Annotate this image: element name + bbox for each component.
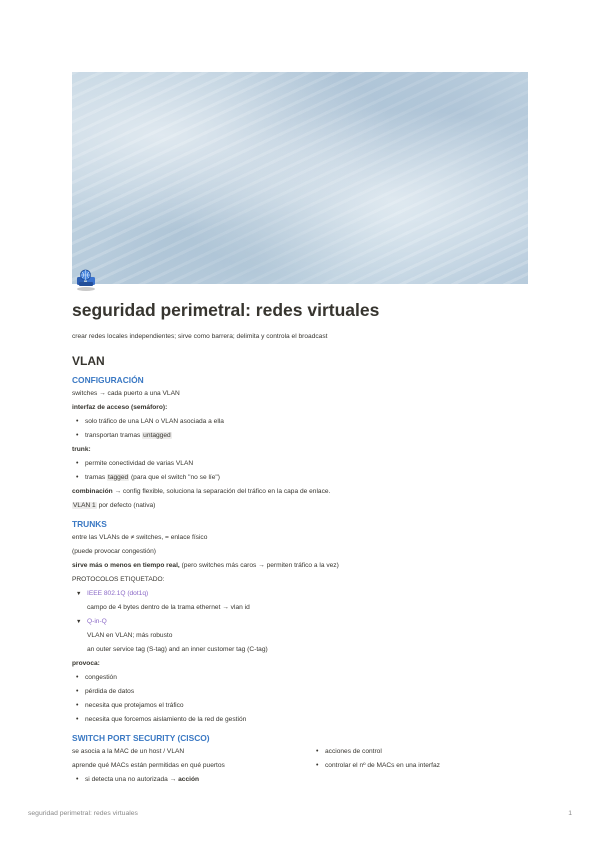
port-security-actions	[312, 745, 532, 773]
port-security-list	[72, 773, 312, 787]
list-item	[72, 773, 312, 787]
port-security-line: aprende qué MACs están permitidas en qué puertos	[72, 762, 225, 769]
port-security-columns	[72, 745, 532, 787]
item-text: tramas	[85, 474, 107, 481]
list-item: • necesita que protejamos el tráfico	[72, 699, 532, 713]
bold-text: sirve más o menos en tiempo real,	[72, 562, 180, 569]
inline-code: untagged	[143, 432, 171, 439]
item-text: (para que el switch "no se líe")	[129, 474, 220, 481]
inline-code: VLAN 1	[73, 502, 96, 509]
protocol-desc: an outer service tag (S-tag) and an inner customer tag (C-tag)	[87, 646, 268, 653]
intro-text: crear redes locales independientes; sirve como barrera; delimita y controla el broadcast	[72, 333, 328, 340]
trunks-heading: TRUNKS	[72, 519, 107, 529]
bold-text: acción	[178, 776, 199, 783]
footer-title: seguridad perimetral: redes virtuales	[28, 810, 138, 817]
toggle-qinq[interactable]	[76, 615, 532, 629]
port-security-heading: SWITCH PORT SECURITY (CISCO)	[72, 733, 210, 743]
item-text: transportan tramas	[85, 432, 143, 439]
protocol-desc: VLAN en VLAN; más robusto	[87, 632, 173, 639]
vlan-heading: VLAN	[72, 354, 105, 368]
list-item: • acciones de control	[312, 745, 532, 759]
item-text: si detecta una no autorizada →	[85, 776, 179, 783]
right-column	[312, 745, 532, 787]
config-line: switches → cada puerto a una VLAN	[72, 390, 180, 397]
combination-text: → config flexible, soluciona la separación del tráfico en la capa de enlace.	[112, 488, 331, 495]
config-heading: CONFIGURACIÓN	[72, 375, 144, 385]
provoca-label: provoca:	[72, 660, 100, 667]
inline-code: tagged	[107, 474, 129, 481]
list-item: • solo tráfico de una LAN o VLAN asociada a ella	[72, 415, 532, 429]
page-content	[72, 330, 532, 787]
list-item	[72, 471, 532, 485]
list-item	[72, 429, 532, 443]
list-item: • congestión	[72, 671, 532, 685]
protocol-name: Q-in-Q	[87, 618, 107, 625]
page-number: 1	[568, 810, 572, 817]
list-item: • necesita que forcemos aislamiento de la red de gestión	[72, 713, 532, 727]
trunks-line: (puede provocar congestión)	[72, 548, 156, 555]
vlan1-text: por defecto (nativa)	[96, 502, 156, 509]
access-label: interfaz de acceso (semáforo):	[72, 404, 168, 411]
combination-line	[72, 485, 532, 499]
network-globe-icon	[74, 268, 98, 292]
access-list	[72, 415, 532, 443]
combination-label: combinación	[72, 488, 113, 495]
trunks-line: entre las VLANs de ≠ switches, = enlace físico	[72, 534, 208, 541]
provoca-list	[72, 671, 532, 727]
cover-image	[72, 72, 528, 284]
left-column	[72, 745, 312, 787]
list-item: • pérdida de datos	[72, 685, 532, 699]
protocol-desc: campo de 4 bytes dentro de la trama ethernet → vlan id	[87, 604, 250, 611]
trunks-line	[72, 559, 532, 573]
trunk-label: trunk:	[72, 446, 91, 453]
page-title: seguridad perimetral: redes virtuales	[72, 300, 380, 320]
vlan1-line	[72, 499, 532, 513]
toggle-dot1q[interactable]	[76, 587, 532, 601]
trunk-list	[72, 457, 532, 485]
protocol-name: IEEE 802.1Q (dot1q)	[87, 590, 149, 597]
list-item: • permite conectividad de varias VLAN	[72, 457, 532, 471]
trunks-text: (pero switches más caros → permiten tráfico a la vez)	[179, 562, 339, 569]
protocols-label: PROTOCOLOS ETIQUETADO:	[72, 576, 165, 583]
list-item: • controlar el nº de MACs en una interfaz	[312, 759, 532, 773]
port-security-line: se asocia a la MAC de un host / VLAN	[72, 748, 185, 755]
